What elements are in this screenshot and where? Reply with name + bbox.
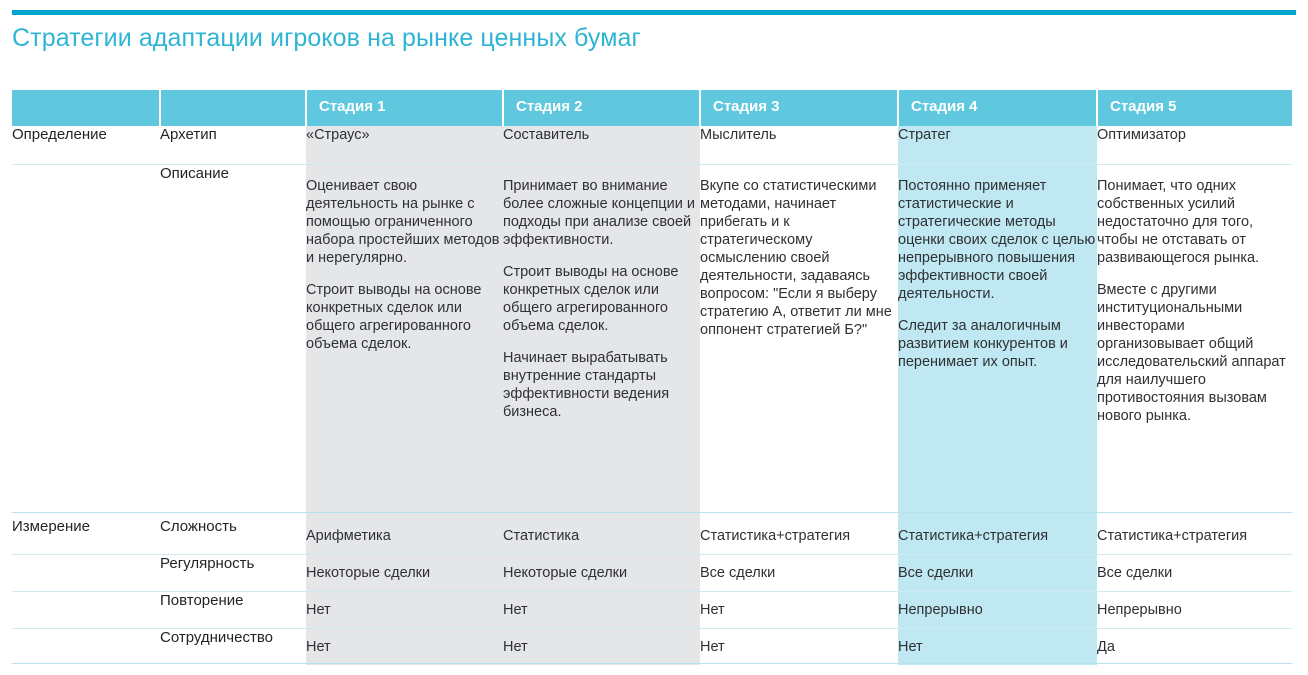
cell-description-stage-4: [898, 164, 1097, 512]
top-accent-rule: [12, 10, 1296, 15]
cell-regularity-stage-2: Некоторые сделки: [503, 555, 700, 592]
cell-collaboration-stage-2: Нет: [503, 629, 700, 666]
cell-description-stage-3: [700, 164, 898, 512]
table-row-repetition: [12, 592, 1292, 629]
paragraph: Оценивает свою деятельность на рынке с помощью ограниченного набора простейших методов и нерегулярно.: [306, 177, 500, 266]
paragraph: Постоянно применяет статистические и стратегические методы оценки своих сделок с целью непрерывного повышения эффективности своей деятельности.: [898, 177, 1096, 302]
table-row-archetype: [12, 126, 1292, 164]
cell-regularity-stage-4: Все сделки: [898, 555, 1097, 592]
paragraph: Начинает вырабатывать внутренние стандарты эффективности ведения бизнеса.: [503, 349, 670, 420]
attribute-label-archetype: Архетип: [160, 126, 306, 164]
cell-regularity-stage-5: Все сделки: [1097, 555, 1292, 592]
paragraph: Строит выводы на основе конкретных сделок или общего агрегированного объема сделок.: [503, 263, 679, 334]
cell-repetition-stage-4: Непрерывно: [898, 592, 1097, 629]
attribute-label-regularity: Регулярность: [160, 555, 306, 592]
header-cell-stage-2: Стадия 2: [503, 90, 700, 126]
paragraph: Вместе с другими институциональными инвесторами организовывает общий исследовательский аппарат для наилучшего противостояния вызовам нового рынка.: [1097, 281, 1286, 424]
cell-description-stage-5: [1097, 164, 1292, 512]
attribute-label-complexity: Сложность: [160, 518, 306, 555]
section-label-measurement-spacer-2: [12, 592, 160, 629]
cell-archetype-stage-5: Оптимизатор: [1097, 126, 1292, 164]
cell-repetition-stage-1: Нет: [306, 592, 503, 629]
table-header-row: [12, 90, 1292, 126]
cell-archetype-stage-2: Составитель: [503, 126, 700, 164]
section-label-definition: Определение: [12, 126, 160, 164]
header-cell-stage-1: Стадия 1: [306, 90, 503, 126]
cell-repetition-stage-2: Нет: [503, 592, 700, 629]
cell-complexity-stage-5: Статистика+стратегия: [1097, 518, 1292, 555]
cell-repetition-stage-3: Нет: [700, 592, 898, 629]
bottom-accent-rule: [12, 663, 1292, 664]
paragraph: Вкупе со статистическими методами, начинает прибегать и к стратегическому осмыслению своей деятельности, задаваясь вопросом: "Если я выберу стратегию А, ответит ли мне оппонент стратегией Б?": [700, 177, 892, 338]
cell-collaboration-stage-5: Да: [1097, 629, 1292, 666]
paragraph: Следит за аналогичным развитием конкурентов и перенимает их опыт.: [898, 317, 1068, 370]
section-label-measurement-spacer-1: [12, 555, 160, 592]
cell-description-stage-1: [306, 164, 503, 512]
paragraph: Строит выводы на основе конкретных сделок или общего агрегированного объема сделок.: [306, 281, 482, 352]
section-label-measurement: Измерение: [12, 518, 160, 555]
section-label-definition-spacer: [12, 164, 160, 512]
paragraph: Понимает, что одних собственных усилий недостаточно для того, чтобы не отставать от развивающегося рынка.: [1097, 177, 1260, 266]
strategy-table: [12, 90, 1292, 665]
table-row-description: [12, 164, 1292, 512]
cell-archetype-stage-1: «Страус»: [306, 126, 503, 164]
header-cell-stage-3: Стадия 3: [700, 90, 898, 126]
header-cell-stage-4: Стадия 4: [898, 90, 1097, 126]
cell-repetition-stage-5: Непрерывно: [1097, 592, 1292, 629]
header-cell-attribute: [160, 90, 306, 126]
cell-complexity-stage-2: Статистика: [503, 518, 700, 555]
table-row-regularity: [12, 555, 1292, 592]
page-title: Стратегии адаптации игроков на рынке ценных бумаг: [12, 24, 641, 52]
header-cell-group: [12, 90, 160, 126]
section-label-measurement-spacer-3: [12, 629, 160, 666]
cell-complexity-stage-3: Статистика+стратегия: [700, 518, 898, 555]
cell-regularity-stage-1: Некоторые сделки: [306, 555, 503, 592]
cell-complexity-stage-4: Статистика+стратегия: [898, 518, 1097, 555]
attribute-label-repetition: Повторение: [160, 592, 306, 629]
attribute-label-collaboration: Сотрудничество: [160, 629, 306, 666]
cell-complexity-stage-1: Арифметика: [306, 518, 503, 555]
cell-regularity-stage-3: Все сделки: [700, 555, 898, 592]
cell-collaboration-stage-3: Нет: [700, 629, 898, 666]
cell-collaboration-stage-1: Нет: [306, 629, 503, 666]
cell-archetype-stage-3: Мыслитель: [700, 126, 898, 164]
paragraph: Принимает во внимание более сложные концепции и подходы при анализе своей эффективности.: [503, 177, 695, 248]
table-row-collaboration: [12, 629, 1292, 666]
cell-collaboration-stage-4: Нет: [898, 629, 1097, 666]
cell-archetype-stage-4: Стратег: [898, 126, 1097, 164]
attribute-label-description: Описание: [160, 164, 306, 512]
header-cell-stage-5: Стадия 5: [1097, 90, 1292, 126]
cell-description-stage-2: [503, 164, 700, 512]
table-row-complexity: [12, 518, 1292, 555]
